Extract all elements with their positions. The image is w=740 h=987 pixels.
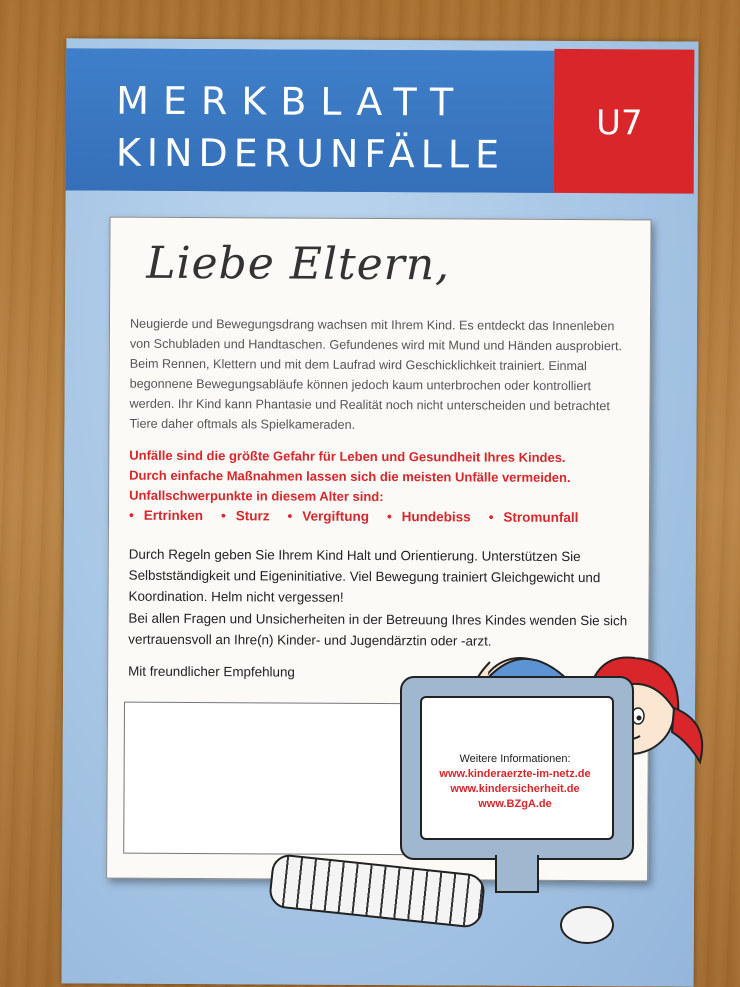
girl-pigtail [672,708,702,762]
warning-line: Unfallschwerpunkte in diesem Alter sind: [129,487,384,505]
closing-line: Mit freundlicher Empfehlung [128,663,295,680]
warning-line: Durch einfache Maßnahmen lassen sich die meisten Unfälle vermeiden. [129,467,571,485]
title-banner [66,48,555,193]
title-line-1: MERKBLATT [116,78,468,125]
hazard-item: • Sturz [221,508,270,523]
hazard-list [129,508,644,526]
intro-paragraph: Neugierde und Bewegungsdrang wachsen mit Ihrem Kind. Es entdeckt das Innenleben von Schubladen und Handtaschen. Gefundenes wird mit Mund und Händen ausprobiert. Beim Rennen, Klettern und mit dem Laufrad wird Geschicklichkeit trainiert. Einmal begonnene Bewegungsabläufe können jedoch kaum unterbrochen oder kontrolliert werden. Ihr Kind kann Phantasie und Realität noch nicht unterscheiden und betrachtet Tiere daher oftmals als Spielkameraden. [129,316,623,432]
monitor-stand [495,855,539,893]
hazard-item: • Stromunfall [489,510,579,525]
greeting: Liebe Eltern, [146,237,451,291]
info-links [420,708,610,812]
hazard-item: • Ertrinken [129,508,203,523]
warning-block [129,446,634,509]
hazard-item: • Hundebiss [387,509,471,524]
info-link[interactable]: www.BZgA.de [478,798,552,810]
age-badge [554,49,695,194]
age-badge-label: U7 [595,103,643,144]
hazard-item: • Vergiftung [287,509,369,524]
warning-line: Unfälle sind die größte Gefahr für Leben und Gesundheit Ihres Kindes. [129,447,566,465]
advice-paragraph: Durch Regeln geben Sie Ihrem Kind Halt und Orientierung. Unterstützen Sie Selbstständigkeit und Eigeninitiative. Viel Bewegung trainiert Gleichgewicht und Koordination. Helm nicht vergessen! [128,546,601,605]
mouse-illustration [560,906,614,944]
contact-paragraph: Bei allen Fragen und Unsicherheiten in der Betreuung Ihres Kindes wenden Sie sich vertrauensvoll an Ihre(n) Kinder- und Jugendärztin oder -arzt. [128,610,628,649]
title-line-2: KINDERUNFÄLLE [115,130,506,177]
info-link[interactable]: www.kindersicherheit.de [450,783,580,795]
info-link[interactable]: www.kinderaerzte-im-netz.de [439,768,591,780]
info-heading: Weitere Informationen: [459,753,571,765]
